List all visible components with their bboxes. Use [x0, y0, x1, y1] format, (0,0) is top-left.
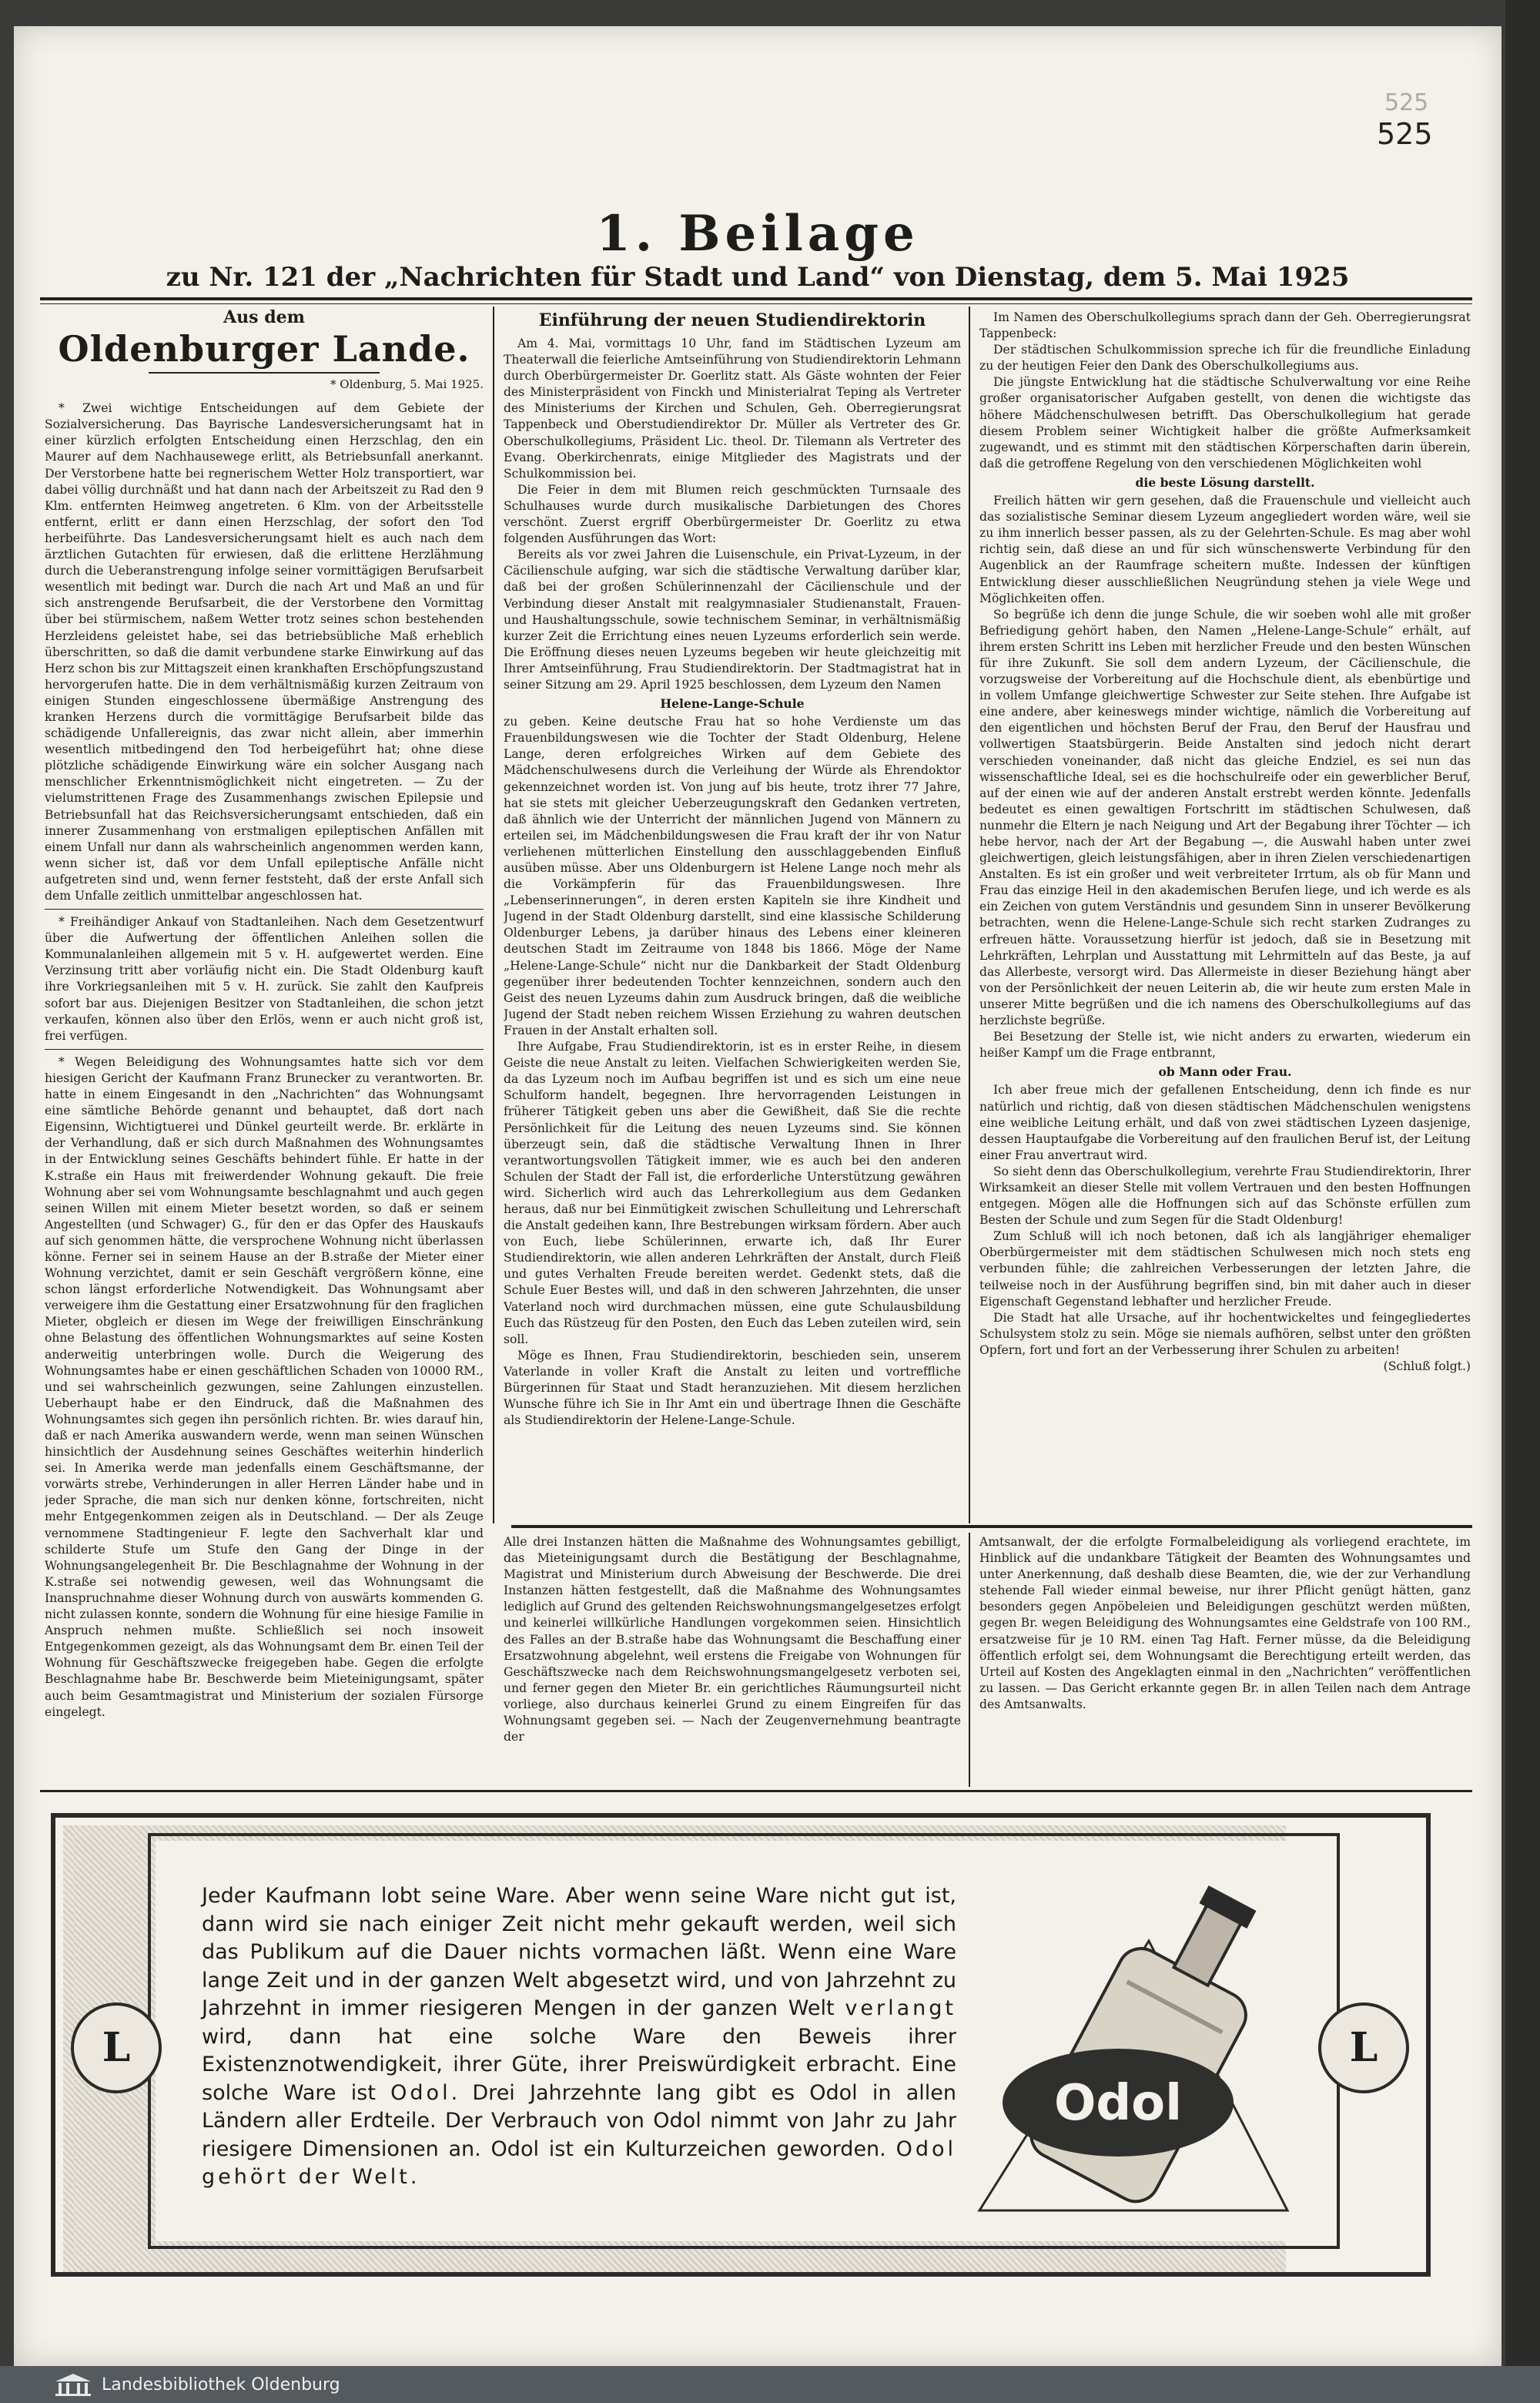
- ad-text-part: Jeder Kaufmann lobt seine Ware. Aber wenn seine Ware nicht gut ist, dann wird sie nach einiger Zeit nicht mehr gekauft werden, weil sich das Publikum auf die Dauer nichts vormachen läßt. Wenn eine Ware lange Zeit und in der ganzen Welt abgesetzt wird, und von Jahrzehnt zu Jahrzehnt in immer riesigeren Mengen in der ganzen Welt: [202, 1884, 956, 2020]
- medallion-left: [71, 2002, 162, 2093]
- ad-copy: [202, 1882, 956, 2192]
- article-paragraph: Bereits als vor zwei Jahren die Luisenschule, ein Privat-Lyzeum, in der Cäcilienschule aufging, war sich die städtische Verwaltung darüber klar, daß bei der großen Schülerinnenzahl der Cäcilienschule und der Verbindung dieser Anstalt mit realgymnasialer Studienanstalt, Frauen- und Haushaltungsschule, sowie technischem Seminar, in verhältnismäßig kurzer Zeit die Errichtung eines neuen Lyzeums erforderlich sein werde. Die Eröffnung dieses neuen Lyzeums begeben wir heute gleichzeitig mit Ihrer Amtseinführung, Frau Studiendirektorin. Der Stadtmagistrat hat in seiner Sitzung am 29. April 1925 beschlossen, dem Lyzeum den Namen: [504, 548, 961, 692]
- article-paragraph: * Freihändiger Ankauf von Stadtanleihen. Nach dem Gesetzentwurf über die Aufwertung der öffentlichen Anleihen sollen die Kommunalanleihen allgemein mit 5 v. H. aufgewertet werden. Eine Verzinsung tritt aber vorläufig nicht ein. Die Stadt Oldenburg kauft ihre Vorkriegsanleihen mit 5 v. H. zurück. Sie zahlt den Kaufpreis sofort bar aus. Diejenigen Besitzer von Stadtanleihen, die schon jetzt verkaufen, können also über den Erlös, wenn er auch nicht groß ist, frei verfügen.: [45, 915, 484, 1043]
- section-rule: [511, 1525, 1472, 1528]
- library-name: Landesbibliothek Oldenburg: [102, 2375, 340, 2395]
- medallion-letter: L: [102, 2024, 131, 2071]
- dateline: * Oldenburg, 5. Mai 1925.: [330, 377, 484, 392]
- column-rule: [969, 1533, 970, 1787]
- section-kicker: Aus dem: [223, 310, 305, 327]
- header-rule: [40, 297, 1472, 300]
- ad-text-part: . Drei Jahrzehnte lang gibt es Odol in allen Ländern aller Erdteile. Der Verbrauch von Odol nimmt von Jahr zu Jahr riesigere Dimensionen an. Odol ist ein Kulturzeichen geworden.: [202, 2080, 957, 2161]
- medallion-right: [1318, 2002, 1409, 2093]
- article-paragraph: Die Feier in dem mit Blumen reich geschmückten Turnsaale des Schulhauses wurde durch musikalische Darbietungen des Chores verschönt. Zuerst ergriff Oberbürgermeister Dr. Goerlitz zu etwa folgenden Ausführungen das Wort:: [504, 482, 961, 546]
- article-paragraph: Ihre Aufgabe, Frau Studiendirektorin, ist es in erster Reihe, in diesem Geiste die neue Anstalt zu leiten. Vielfachen Schwierigkeiten werden Sie, da das Lyzeum noch im Aufbau begriffen ist und es sich um eine neue Schulform handelt, begegnen. Ihre hervorragenden Leistungen in früherer Tätigkeit geben uns aber die Gewißheit, daß Sie die rechte Persönlichkeit für die Leitung des neuen Lyzeums sind. Sie können überzeugt sein, daß die städtische Verwaltung Ihnen in Ihrer verantwortungsvollen Tätigkeit immer, wie es auch bei den anderen Schulen der Stadt der Fall ist, die erforderliche Unterstützung gewähren wird. Sicherlich wird auch das Lehrerkollegium aus dem Gedanken heraus, daß nur bei Einmütigkeit zwischen Schulleitung und Lehrerschaft die Anstalt gedeihen kann, Ihre Bestrebungen wirksam fördern. Aber auch von Euch, liebe Schülerinnen, erwarte ich, daß Ihr Eurer Studiendirektorin, wie allen anderen Lehrkräften der Anstalt, durch Fleiß und gutes Verhalten Freude bereiten werdet. Gedenkt stets, daß die Schule Euer Bestes will, und daß in den schweren Jahrzehnten, die unser Vaterland noch wird durchmachen müssen, eine gute Schulausbildung Euch das Rüstzeug für den Posten, den Euch das Leben zuteilen wird, sein soll.: [504, 1040, 961, 1346]
- ad-slogan: Odol gehört der Welt.: [202, 2137, 956, 2189]
- continuation-block: [979, 1534, 1471, 1787]
- odol-advertisement: [51, 1813, 1431, 2277]
- article-paragraph: Amtsanwalt, der die erfolgte Formalbeleidigung als vorliegend erachtete, im Hinblick auf die undankbare Tätigkeit der Beamten des Wohnungsamtes und unter Anerkennung, daß deshalb diese Beamten, die, wie der zur Verhandlung stehende Fall wieder einmal beweise, nur ihrer Pflicht genügt hätten, ganz besonders gegen Anpöbeleien und Beleidigungen geschützt werden müßten, gegen Br. wegen Beleidigung des Wohnungsamtes eine Geldstrafe von 100 RM., ersatzweise für je 10 RM. einen Tag Haft. Ferner müsse, da die Beleidigung öffentlich erfolgt sei, dem Wohnungsamt die Berechtigung erteilt werden, das Urteil auf Kosten des Angeklagten einmal in den „Nachrichten“ veröffentlichen zu lassen. — Das Gericht erkannte gegen Br. in allen Teilen nach dem Antrage des Amtsanwalts.: [979, 1535, 1471, 1711]
- scan-background: [1505, 0, 1540, 2372]
- article-paragraph: Am 4. Mai, vormittags 10 Uhr, fand im Städtischen Lyzeum am Theaterwall die feierliche Amtseinführung von Studiendirektorin Lehmann durch Oberbürgermeister Dr. Goerlitz statt. Als Gäste wohnten der Feier des Ministerpräsident von Finckh und Ministerialrat Teping als Vertreter des Ministeriums der Kirchen und Schulen, Geh. Oberregierungsrat Tappenbeck und Oberstudiendirektor Dr. Müller als Vertreter des Gr. Oberschulkollegiums, Präsident Lic. theol. Dr. Tilemann als Vertreter des Evang. Oberkirchenrats, einige Mitglieder des Magistrats und der Schulkommission bei.: [504, 337, 961, 481]
- ad-text-emphasis: Odol: [390, 2080, 451, 2105]
- article-paragraph: Ich aber freue mich der gefallenen Entscheidung, denn ich finde es nur natürlich und richtig, daß von diesen städtischen Mädchenschulen wenigstens eine weibliche Leitung erhält, und daß von zwei städtischen Lyzeen dasjenige, dessen Hauptaufgabe die Vorbereitung auf den fraulichen Beruf ist, der Leitung einer Frau anvertraut wird.: [979, 1083, 1471, 1162]
- continuation-block: [504, 1534, 961, 1787]
- section-title: Oldenburger Lande.: [58, 328, 470, 370]
- article-paragraph: Der städtischen Schulkommission spreche ich für die freundliche Einladung zu der heutigen Feier den Dank des Oberschulkollegiums aus.: [979, 343, 1471, 374]
- ad-top-rule: [40, 1790, 1472, 1792]
- article-paragraph: Zum Schluß will ich noch betonen, daß ich als langjähriger ehemaliger Oberbürgermeister mit dem städtischen Schulwesen mich noch stets eng verbunden fühle; die zahlreichen Verbesserungen der letzten Jahre, die teilweise noch in der Ausführung begriffen sind, bin mit daher auch in dieser Eigenschaft Gegenstand lebhafter und herzlicher Freude.: [979, 1229, 1471, 1309]
- column-rule: [493, 307, 494, 1523]
- library-building-icon: [54, 2372, 92, 2397]
- article-paragraph: * Wegen Beleidigung des Wohnungsamtes hatte sich vor dem hiesigen Gericht der Kaufmann Franz Brunecker zu verantworten. Br. hatte in einem Eingesandt in den „Nachrichten“ das Wohnungsamt eine sämtliche Behörde genannt und behauptet, daß dort nach Eigensinn, Wichtigtuerei und Dünkel geurteilt werde. Br. erklärte in der Verhandlung, daß er sich durch Maßnahmen des Wohnungsamtes in der Entwicklung seines Geschäfts behindert fühle. Er hatte in der K.straße ein Haus mit freiwerdender Wohnung gekauft. Die freie Wohnung aber sei vom Wohnungsamte beschlagnahmt und auch gegen seinen Willen mit einem Mieter besetzt worden, so daß er seinem Angestellten (und Schwager) G., für den er das Opfer des Hauskaufs auf sich genommen hätte, die versprochene Wohnung nicht überlassen könne. Ferner sei in seinem Hause an der B.straße der Mieter einer Wohnung verzichtet, damit er sein Geschäft vergrößern könne, eine schon längst erforderliche Notwendigkeit. Das Wohnungsamt aber verweigere ihm die Gestattung einer Ersatzwohnung für den fraglichen Mieter, obgleich er diesen im Wege der freiwilligen Einschränkung ohne Belastung des öffentlichen Wohnungsmarktes auf seine Kosten anderweitig unterbringen wolle. Durch die Weigerung des Wohnungsamtes habe er einen geschäftlichen Schaden von 10000 RM., und sei wahrscheinlich gezwungen, seine Zahlungen einzustellen. Ueberhaupt habe er den Eindruck, daß die Maßnahmen des Wohnungsamtes sich gegen ihn persönlich richten. Br. wies darauf hin, daß er nach Amerika auswandern werde, wenn man seinen Wünschen hinsichtlich der Ausdehnung seines Geschäftes weiterhin hinderlich sei. In Amerika werde man jedenfalls einem Geschäftsmanne, der vorwärts strebe, Verhinderungen in aller Herren Länder habe und in jeder Sprache, die man sich nur denken könne, fortschreiten, nicht mehr Entgegenkommen zeigen als in Deutschland. — Der als Zeuge vernommene Stadtingenieur F. legte den Sachverhalt klar und schilderte Stufe um Stufe den Gang der Dinge in der Wohnungsangelegenheit Br. Die Beschlagnahme der Wohnung in der K.straße sei notwendig gewesen, weil das Wohnungsamt die Inanspruchnahme dieser Wohnung durch von auswärts kommenden G. nicht zulassen konnte, sondern die Wohnung für eine hiesige Familie in Anspruch nehmen mußte. Schließlich sei noch insoweit Entgegenkommen gezeigt, als das Wohnungsamt dem Br. einen Teil der Wohnung für Geschäftszwecke freigegeben habe. Gegen die erfolgte Beschlagnahme habe Br. Beschwerde beim Mieteinigungsamt, später auch beim Gesamtmagistrat und Ministerium der sozialen Fürsorge eingelegt.: [45, 1054, 484, 1719]
- ad-text-emphasis: verlangt: [845, 1996, 956, 2020]
- subhead-loesung: die beste Lösung darstellt.: [1135, 474, 1315, 490]
- article-title: Einführung der neuen Studiendirektorin: [538, 310, 926, 330]
- column-studiendirektorin: [504, 310, 961, 1523]
- page-subtitle: zu Nr. 121 der „Nachrichten für Stadt und Land“ von Dienstag, dem 5. Mai 1925: [166, 262, 1350, 293]
- article-paragraph: Alle drei Instanzen hätten die Maßnahme des Wohnungsamtes gebilligt, das Mieteinigungsamt durch die Bestätigung der Beschlagnahme, Magistrat und Ministerium durch Abweisung der Beschwerde. Die drei Instanzen hätten festgestellt, daß die Maßnahme des Wohnungsamtes lediglich auf Grund des geltenden Reichswohnungsmangelgesetzes erfolgt und keinerlei willkürliche Handlungen vorgekommen seien. Hinsichtlich des Falles an der B.straße habe das Wohnungsamt die Beschaffung einer Ersatzwohnung abgelehnt, weil erstens die Freigabe von Wohnungen für Geschäftszwecke nach dem Reichswohnungsmangelgesetz verboten sei, und ferner gegen den Mieter Br. ein gerichtliches Räumungsurteil nicht vorliege, also durchaus keinerlei Grund zu einem Eingreifen für das Wohnungsamt gegeben sei. — Nach der Zeugenvernehmung beantragte der: [504, 1535, 961, 1744]
- bottle-label: Odol: [1053, 2075, 1183, 2132]
- library-footer: [0, 2366, 1540, 2403]
- article-paragraph: Die jüngste Entwicklung hat die städtische Schulverwaltung vor eine Reihe großer organisatorischer Aufgaben gestellt, von denen die wichtigste das höhere Mädchenschulwesen betrifft. Das Oberschulkollegium hat gerade diesem Problem seiner Wichtigkeit halber die größte Aufmerksamkeit zugewandt, und es stimmt mit den städtischen Körperschaften darin überein, daß die getroffene Regelung von den verschiedenen Möglichkeiten wohl: [979, 375, 1471, 471]
- medallion-letter: L: [1349, 2024, 1378, 2071]
- column-oldenburger-lande: [45, 310, 484, 1785]
- article-paragraph: Bei Besetzung der Stelle ist, wie nicht anders zu erwarten, wiederum ein heißer Kampf um die Frage entbrannt,: [979, 1030, 1471, 1061]
- article-divider: [45, 909, 484, 910]
- article-paragraph: So begrüße ich denn die junge Schule, die wir soeben wohl alle mit großer Befriedigung gehört haben, den Namen „Helene-Lange-Schule“ erhält, auf ihrem ersten Schritt ins Leben mit herzlicher Freude und den besten Wünschen für ihre Zukunft. Sie soll dem andern Lyzeum, der Cäcilienschule, die vorzugsweise der Vorbereitung auf die Hochschule dient, als ebenbürtige und in vollem Umfange gleichwertige Schwester zur Seite stehen. Ihre Aufgabe ist eine andere, aber keineswegs minder wichtige, nämlich die Vorbereitung auf den eigentlichen und höchsten Beruf der Frau, den Beruf der Hausfrau und vollwertigen Staatsbürgerin. Beide Anstalten sind jedoch nicht derart verschieden voneinander, daß nicht das gleiche Endziel, es sei nun das wissenschaftliche Ideal, sei es die hochschulreife oder ein gewerblicher Beruf, auf der einen wie auf der anderen Anstalt erstrebt werden könnte. Jedenfalls bedeutet es einen gewaltigen Fortschritt im städtischen Schulwesen, daß nunmehr die Eltern je nach Neigung und Art der Begabung ihrer Töchter — ich hebe hervor, nach der Art der Begabung —, die Auswahl haben unter zwei gleichwertigen, gleich leistungsfähigen, aber in ihren Zielen verschiedenartigen Anstalten. Es ist ein großer und weit verbreiteter Irrtum, als ob für Mann und Frau das einzige Heil in den akademischen Berufen liege, und ich werde es als ein Zeichen von gutem Verständnis und gesundem Sinn in unserer Bevölkerung betrachten, wenn die Helene-Lange-Schule sich recht starken Zudranges zu erfreuen hätte. Voraussetzung hierfür ist jedoch, daß sie in Besetzung mit Lehrkräften, Lehrplan und Ausstattung mit Lehrmitteln auf das Beste, ja auf das Allerbeste, versorgt wird. Das Allermeiste in dieser Beziehung hängt aber von der Persönlichkeit der neuen Leiterin ab, die wir heute zum ersten Male in unserer Mitte begrüßen und die ich namens des Oberschulkollegiums auf das herzlichste begrüße.: [979, 607, 1471, 1028]
- article-paragraph: * Zwei wichtige Entscheidungen auf dem Gebiete der Sozialversicherung. Das Bayrische Landesversicherungsamt hat in einer kürzlich erfolgten Entscheidung einen Herzschlag, den ein Maurer auf dem Nachhausewege erlitt, als Betriebsunfall anerkannt. Der Verstorbene hatte bei regnerischem Wetter Holz transportiert, war dabei völlig durchnäßt und hat dann nach der Arbeitszeit zu Rad den 9 Klm. entfernten Heimweg angetreten. 6 Klm. von der Arbeitsstelle entfernt, erlitt er dann einen Herzschlag, der sofort den Tod herbeiführte. Das Landesversicherungsamt hielt es auch nach dem ärztlichen Gutachten für erwiesen, daß die erlittene Herzlähmung durch die Ueberanstrengung infolge seiner vormittägigen Berufsarbeit wesentlich mit bedingt war. Durch die nach Art und Maß an und für sich anstrengende Berufsarbeit, die der Verstorbene den Vormittag über bei stürmischem, naßem Wetter trotz seines schon bestehenden Herzleidens geleistet habe, sei das betriebsübliche Maß erheblich überschritten, so daß die damit verbundene starke Einwirkung auf das Herz schon bis zur Mittagszeit einen krankhaften Erschöpfungszustand hervorgerufen hatte. Die in dem verhältnismäßig kurzen Zeitraum von einigen Stunden eingeschlossene übermäßige Anstrengung des kranken Herzens durch die vormittägige Berufsarbeit bilde das schädigende Unfallereignis, das zwar nicht allein, aber immerhin wesentlich mitbedingend den Tod herbeigeführt hat; ohne diese plötzliche schädigende Einwirkung wäre ein solcher Ausgang nach menschlicher Erkenntnismöglichkeit nicht eingetreten. — Zu der vielumstrittenen Frage des Zusammenhangs zwischen Epilepsie und Betriebsunfall hat das Reichsversicherungsamt entschieden, daß ein innerer Zusammenhang von erstmaligen epileptischen Anfällen mit einem Unfall nur dann als wahrscheinlich angenommen werden kann, wenn sicher ist, daß vor dem Unfall epileptische Anfälle nicht aufgetreten sind und, wenn ferner feststeht, daß der erste Anfall sich dem Unfalle zeitlich unmittelbar angeschlossen hat.: [45, 401, 484, 903]
- article-divider: [45, 1049, 484, 1050]
- article-paragraph: Möge es Ihnen, Frau Studiendirektorin, beschieden sein, unserem Vaterlande in voller Kraft die Anstalt zu leiten und vortreffliche Bürgerinnen für Staat und Stadt heranzuziehen. Mit diesem herzlichen Wunsche führe ich Sie in Ihr Amt ein und übertrage Ihnen die Geschäfte als Studiendirektorin der Helene-Lange-Schule.: [504, 1348, 961, 1428]
- newspaper-page: [14, 26, 1502, 2366]
- odol-bottle-illustration: [972, 1848, 1295, 2226]
- continued-note: (Schluß folgt.): [1383, 1359, 1471, 1373]
- article-paragraph: zu geben. Keine deutsche Frau hat so hohe Verdienste um das Frauenbildungswesen wie die Tochter der Stadt Oldenburg, Helene Lange, deren erfolgreiches Wirken auf dem Gebiete des Mädchenschulwesens durch die Verleihung der Würde als Ehrendoktor gekennzeichnet worden ist. Von jung auf bis heute, trotz ihrer 77 Jahre, hat sie stets mit gleicher Ueberzeugungskraft den Gedanken vertreten, daß ähnlich wie der Unterricht der männlichen Jugend von Männern zu erteilen sei, im Mädchenbildungswesen die Frau kraft der ihr von Natur verliehenen mütterlichen Einstellung den ausschlaggebenden Einfluß ausüben müsse. Aber uns Oldenburgern ist Helene Lange noch mehr als die Vorkämpferin für das Frauenbildungswesen. Ihre „Lebenserinnerungen“, in deren ersten Kapiteln sie ihre Kindheit und Jugend in der Stadt Oldenburg darstellt, sind eine klassische Schilderung Oldenburger Lebens, ja darüber hinaus des Lebens einer kleineren deutschen Stadt im Zeitraume von 1848 bis 1866. Möge der Name „Helene-Lange-Schule“ nicht nur die Dankbarkeit der Stadt Oldenburg gegenüber ihrer bedeutenden Tochter kennzeichnen, sondern auch den Geist des neuen Lyzeums dahin zum Ausdruck bringen, daß die weibliche Jugend der Stadt neben reichem Wissen Erziehung zu wahren deutschen Frauen in der Anstalt erhalten soll.: [504, 715, 961, 1037]
- header-rule-thin: [40, 303, 1472, 304]
- article-paragraph: Freilich hätten wir gern gesehen, daß die Frauenschule und vielleicht auch das sozialistische Seminar diesem Lyzeum angegliedert worden wäre, weil sie zu ihm innerlich besser passen, als zu der Gelehrten-Schule. Es mag aber wohl richtig sein, daß diese an und für sich wünschenswerte Verbindung für den Augenblick an der Raumfrage scheitern mußte. Indessen der künftigen Entwicklung dieser ausschließlichen Neugründung stehen ja viele Wege und Möglichkeiten offen.: [979, 494, 1471, 605]
- page-number-faint: 525: [1384, 89, 1429, 116]
- article-paragraph: Die Stadt hat alle Ursache, auf ihr hochentwickeltes und feingegliedertes Schulsystem stolz zu sein. Möge sie niemals aufhören, selbst unter den größten Opfern, fort und fort an der Verbesserung ihrer Schulen zu arbeiten!: [979, 1310, 1471, 1357]
- title-underline: [149, 372, 380, 374]
- subhead-mann-frau: ob Mann oder Frau.: [1158, 1064, 1292, 1080]
- school-name-subhead: Helene-Lange-Schule: [660, 696, 805, 712]
- page-number: 525: [1377, 117, 1433, 151]
- column-rule: [969, 307, 970, 1523]
- ad-text-part: wird, dann hat eine solche Ware den Beweis ihrer Existenznotwendigkeit, ihrer Güte, ihrer Preiswürdigkeit erbracht. Eine solche Ware ist: [202, 2024, 956, 2105]
- article-paragraph: Im Namen des Oberschulkollegiums sprach dann der Geh. Oberregierungsrat Tappenbeck:: [979, 310, 1471, 341]
- column-oberschulkollegium: [979, 310, 1471, 1523]
- article-paragraph: So sieht denn das Oberschulkollegium, verehrte Frau Studiendirektorin, Ihrer Wirksamkeit an dieser Stelle mit vollem Vertrauen und den besten Hoffnungen entgegen. Mögen alle die Hoffnungen sich auf das Schönste erfüllen zum Besten der Schule und zum Segen für die Stadt Oldenburg!: [979, 1164, 1471, 1228]
- page-title: 1. Beilage: [596, 205, 919, 263]
